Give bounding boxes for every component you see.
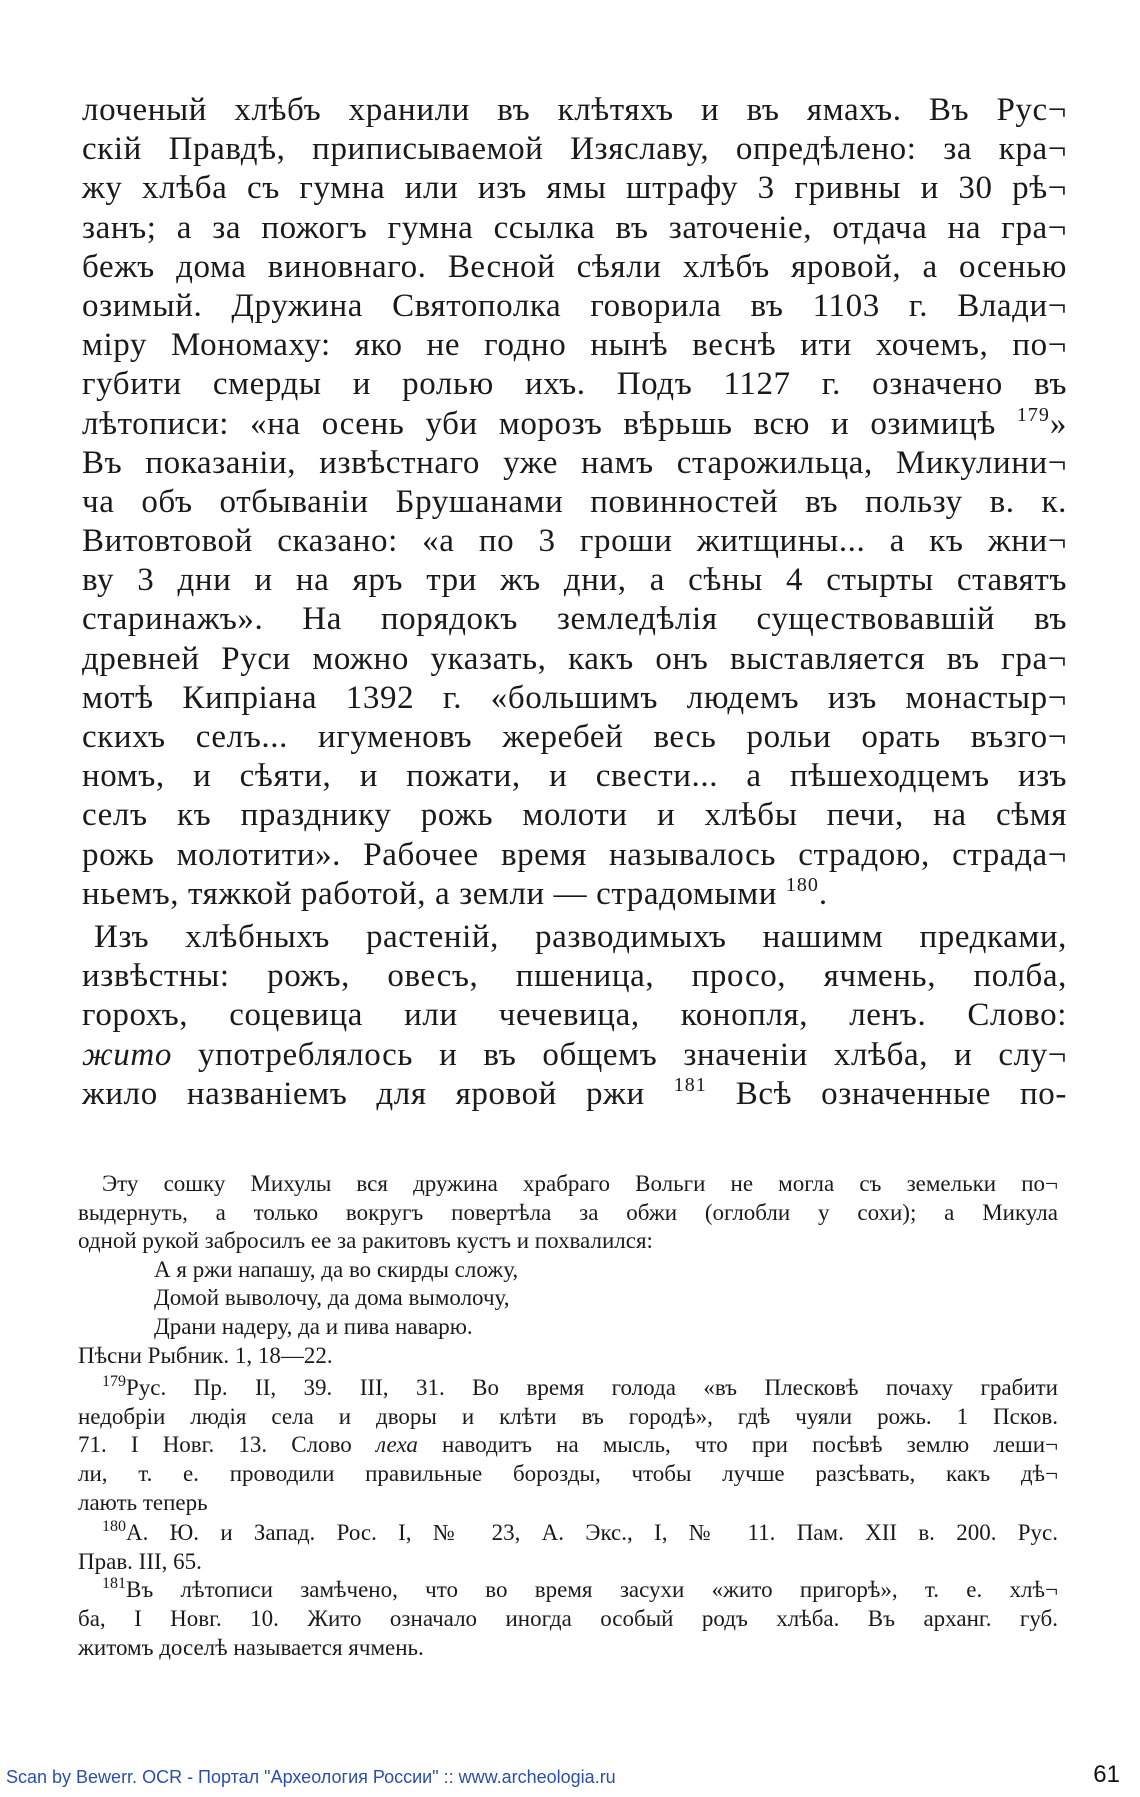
scan-credit-link[interactable]: Scan by Bewerr. OCR - Портал "Археология России" :: www.archeologia.ru xyxy=(6,1767,616,1787)
verse-line: Домой выволочу, да дома вымолочу, xyxy=(154,1285,510,1311)
footnote-181-line xyxy=(78,1576,1058,1605)
footnote-179-line-italic xyxy=(78,1431,1058,1460)
footnote-number-180: 180 xyxy=(102,1518,126,1536)
page-number: 61 xyxy=(1093,1761,1120,1788)
text-line: ча объ отбываніи Брушанами повинностей въ пользу в. к. xyxy=(82,483,1067,520)
footnote-text: А. Ю. и Запад. Рос. I, № 23, А. Экс., I, № 11. Пам. XII в. 200. Рус. xyxy=(126,1520,1058,1546)
text-line: Въ показаніи, извѣстнаго уже намъ старожильца, Микулини¬ xyxy=(82,444,1067,481)
text-line: лоченый хлѣбъ хранили въ клѣтяхъ и въ ямахъ. Въ Рус¬ xyxy=(82,92,1067,128)
footnote-line: житомъ доселѣ называется ячмень. xyxy=(78,1634,424,1660)
text-line: ву 3 дни и на яръ три жъ дни, а сѣны 4 стырты ставятъ xyxy=(82,562,1067,599)
text-line: номъ, и сѣяти, и пожати, и свести... а пѣшеходцемъ изъ xyxy=(82,758,1067,795)
main-text xyxy=(82,91,1067,1114)
footnote-ref-179: 179 xyxy=(1016,403,1050,426)
footnote-line: Эту сошку Михулы вся дружина храбраго Вольги не могла съ земельки по¬ xyxy=(102,1171,1058,1196)
text-line: мотѣ Кипріана 1392 г. «большимъ людемъ изъ монастыр¬ xyxy=(82,679,1067,716)
footnote-line: одной рукой забросилъ ее за ракитовъ кустъ и похвалился: xyxy=(78,1228,653,1254)
text-line: губити смерды и ролью ихъ. Подъ 1127 г. означено въ xyxy=(82,366,1067,403)
text-line-with-footnote-ref xyxy=(82,875,1067,914)
footnote-line: недобріи людія села и дворы и клѣти въ городѣ», гдѣ чуяли рожь. 1 Псков. xyxy=(78,1403,1058,1429)
text-line: жило названіемъ для яровой ржи xyxy=(82,1075,645,1112)
text-line: міру Мономаху: яко не годно нынѣ веснѣ ити хочемъ, по¬ xyxy=(82,327,1067,364)
text-line: горохъ, соцевица или чечевица, конопля, ленъ. Слово: xyxy=(82,997,1067,1034)
text-line: Изъ хлѣбныхъ растеній, разводимыхъ нашимм предками, xyxy=(94,918,1067,955)
footnote-text: наводитъ на мысль, что при посѣвѣ землю леши¬ xyxy=(442,1432,1058,1458)
text-line-with-footnote-ref xyxy=(82,405,1067,444)
text-line: Всѣ означенные по- xyxy=(735,1075,1067,1112)
footnotes xyxy=(78,1170,1058,1662)
footnote-text: Рус. Пр. II, 39. III, 31. Во время голода «въ Плесковѣ почаху грабити xyxy=(126,1375,1058,1401)
footnote-ref-180: 180 xyxy=(785,873,819,896)
period: . xyxy=(818,875,828,912)
text-line: скихъ селъ... игуменовъ жеребей весь рольи орать възго¬ xyxy=(82,719,1067,755)
footnote-source: Пѣсни Рыбник. 1, 18—22. xyxy=(78,1342,333,1368)
footnote-number-179: 179 xyxy=(102,1373,126,1391)
text-line: употреблялось и въ общемъ значеніи хлѣба, и слу¬ xyxy=(197,1036,1067,1073)
footnote-line: ли, т. е. проводили правильные борозды, чтобы лучше разсѣвать, какъ дѣ¬ xyxy=(78,1460,1058,1486)
footnote-number-181: 181 xyxy=(102,1575,126,1593)
closing-quote: » xyxy=(1049,405,1067,442)
italic-word-lekha: леха xyxy=(375,1432,418,1458)
footnote-line: Прав. III, 65. xyxy=(78,1548,202,1574)
text-line: селъ къ празднику рожь молоти и хлѣбы печи, на сѣмя xyxy=(82,797,1067,834)
footnote-text: Въ лѣтописи замѣчено, что во время засухи «жито пригорѣ», т. е. хлѣ¬ xyxy=(126,1577,1058,1603)
footnote-line: выдернуть, а только вокругъ повертѣла за обжи (оглобли у сохи); а Микула xyxy=(78,1199,1058,1225)
text-line-with-footnote-ref xyxy=(82,1075,1067,1114)
text-line: старинажъ». На порядокъ земледѣлія существовавшій въ xyxy=(82,601,1067,638)
text-line: бежъ дома виновнаго. Весной сѣяли хлѣбъ яровой, а осенью xyxy=(82,248,1067,285)
text-line: древней Руси можно указать, какъ онъ выставляется въ гра¬ xyxy=(82,640,1067,677)
text-line: озимый. Дружина Святополка говорила въ 1103 г. Влади¬ xyxy=(82,287,1067,324)
footnote-line: лають теперь xyxy=(78,1489,208,1515)
footnote-ref-181: 181 xyxy=(673,1073,707,1096)
paragraph-2 xyxy=(82,918,1067,1114)
text-line: жу хлѣба съ гумна или изъ ямы штрафу 3 гривны и 30 рѣ¬ xyxy=(82,170,1067,207)
text-line: ньемъ, тяжкой работой, а земли — страдомыми xyxy=(82,875,777,912)
footnote-179-line xyxy=(78,1374,1058,1403)
footnote-text: 71. I Новг. 13. Слово xyxy=(78,1432,352,1458)
text-line: лѣтописи: «на осень уби морозъ вѣрьшь всю и озимицѣ xyxy=(82,405,996,442)
verse-line: Драни надеру, да и пива наварю. xyxy=(154,1313,473,1339)
text-line: извѣстны: рожъ, овесъ, пшеница, просо, ячмень, полба, xyxy=(82,958,1067,995)
footnote-line: ба, I Новг. 10. Жито означало иногда особый родъ хлѣба. Въ арханг. губ. xyxy=(78,1605,1058,1631)
italic-word-zhito: жито xyxy=(82,1036,172,1073)
text-line: рожь молотити». Рабочее время называлось страдою, страда¬ xyxy=(82,836,1067,873)
text-line-with-italic xyxy=(82,1036,1067,1075)
text-line: скій Правдѣ, приписываемой Изяславу, опредѣлено: за кра¬ xyxy=(82,131,1067,168)
verse-line: А я ржи напашу, да во скирды сложу, xyxy=(154,1256,519,1282)
text-line: занъ; а за пожогъ гумна ссылка въ заточеніе, отдача на гра¬ xyxy=(82,209,1067,246)
text-line: Витовтовой сказано: «а по 3 гроши житщины... а къ жни¬ xyxy=(82,523,1067,560)
footnote-180-line xyxy=(78,1519,1058,1548)
